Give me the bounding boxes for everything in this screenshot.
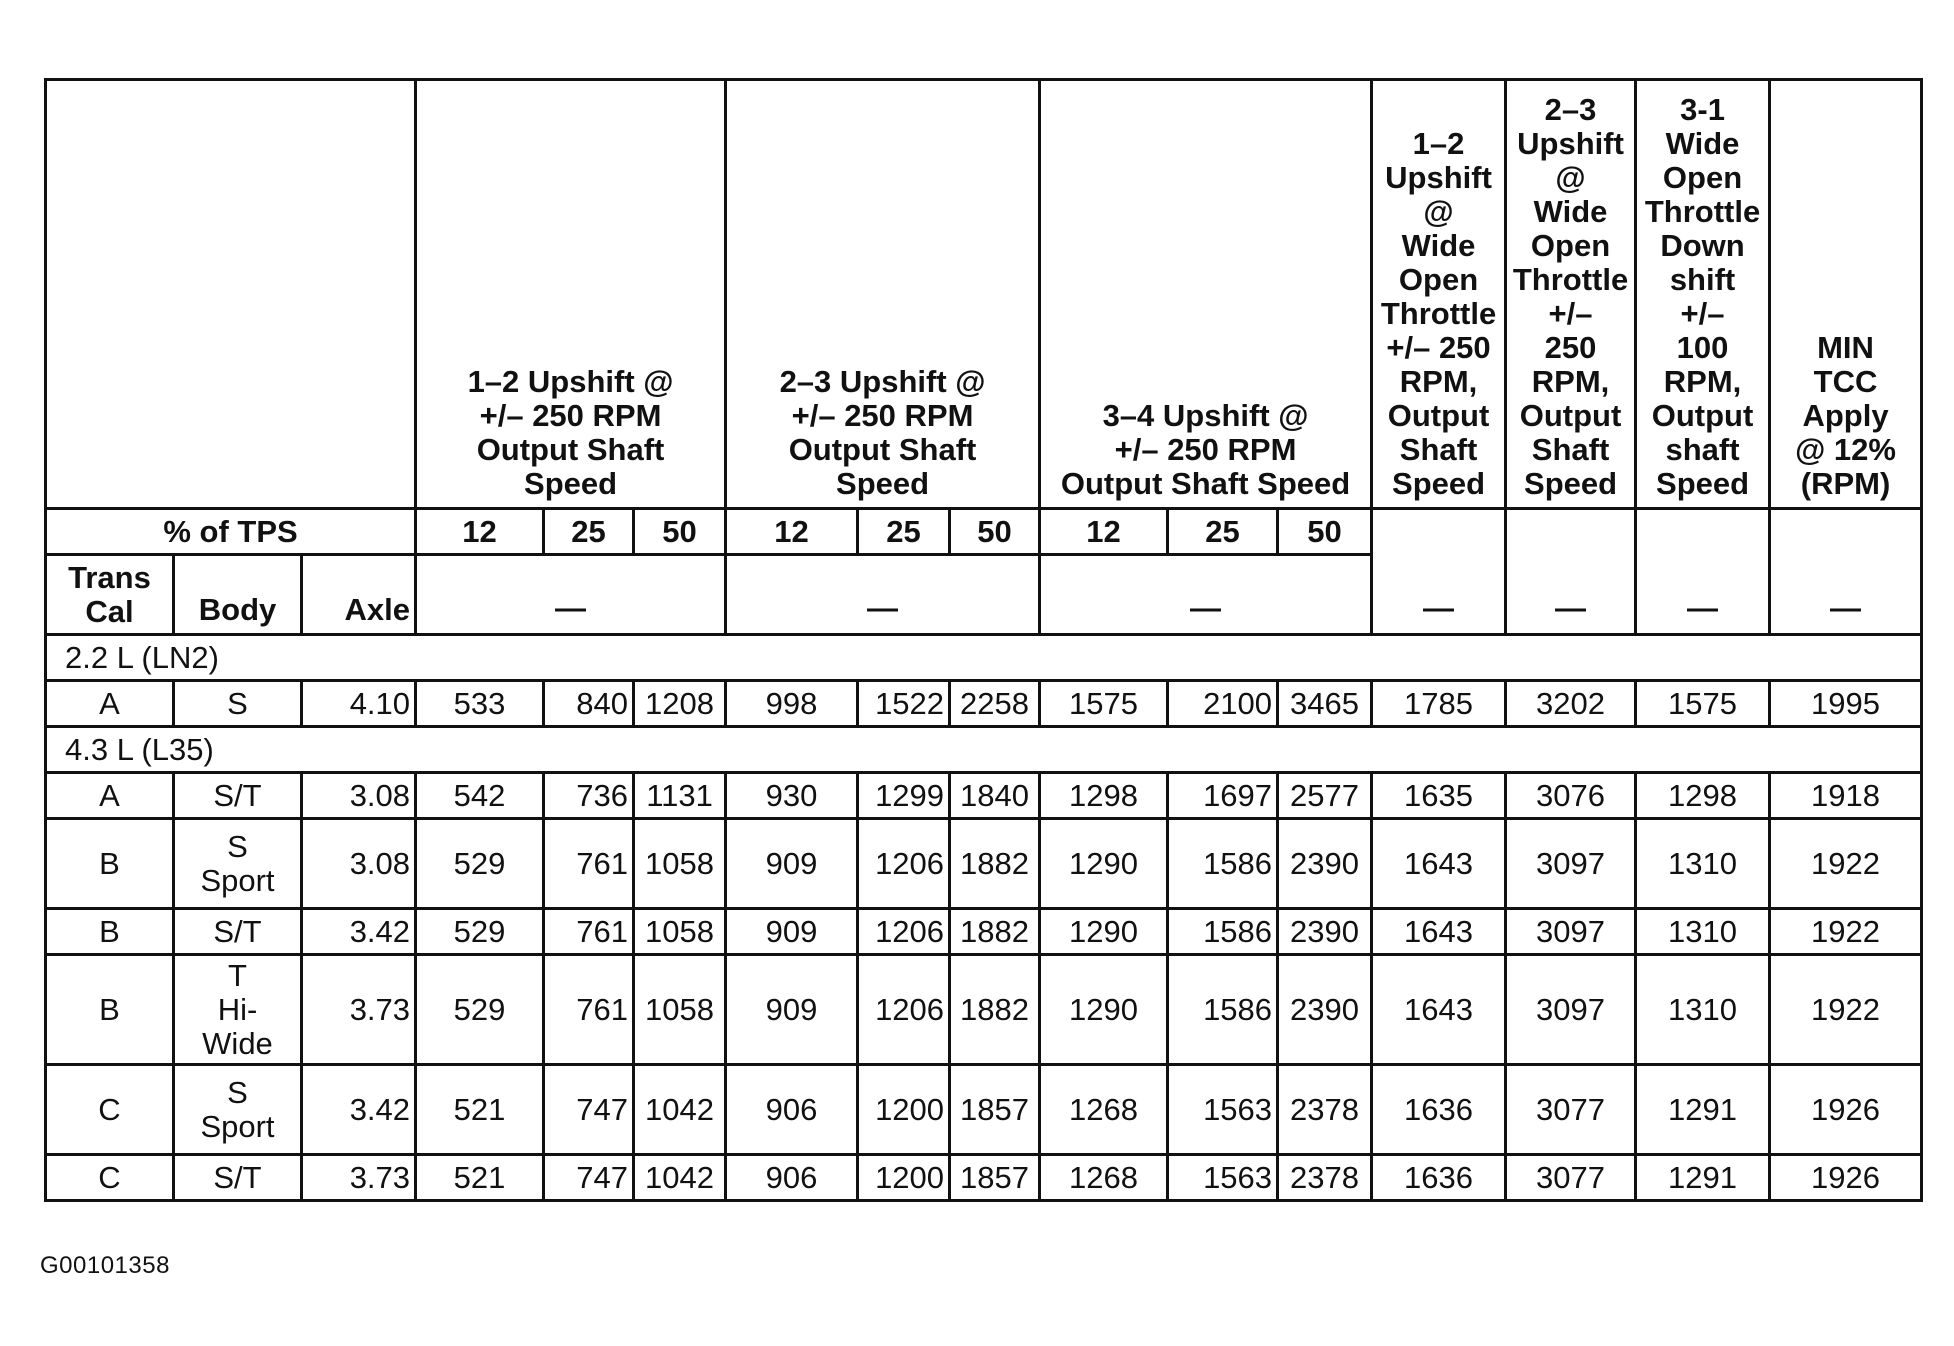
rpm-value-cell: 1200 — [858, 1065, 950, 1155]
text-line: +/– 250 RPM — [1114, 432, 1297, 467]
table-row — [46, 1065, 1922, 1155]
tps-value: 50 — [1278, 509, 1372, 555]
rpm-value-cell: 747 — [544, 1155, 634, 1201]
dash-cell: — — [1636, 509, 1770, 635]
text-line: 2–3 Upshift @ — [779, 364, 986, 399]
rpm-value-cell: 906 — [726, 1155, 858, 1201]
tps-value: 25 — [1168, 509, 1278, 555]
rpm-value-cell: 840 — [544, 681, 634, 727]
table-row — [46, 909, 1922, 955]
dash-cell: — — [1506, 509, 1636, 635]
text-line: Open — [1398, 262, 1479, 297]
rpm-value-cell: 3202 — [1506, 681, 1636, 727]
rpm-value-cell: 2378 — [1278, 1065, 1372, 1155]
rpm-value-cell: 3076 — [1506, 773, 1636, 819]
text-line: Shaft — [1399, 432, 1478, 467]
rpm-value-cell: 533 — [416, 681, 544, 727]
text-line: +/– 250 — [1386, 330, 1491, 365]
rpm-value-cell: 1882 — [950, 955, 1040, 1065]
shift-speed-table — [44, 78, 1923, 1202]
table-row — [46, 1155, 1922, 1201]
rpm-value-cell: 3077 — [1506, 1155, 1636, 1201]
rpm-value-cell: 1042 — [634, 1065, 726, 1155]
axle-cell: 3.08 — [302, 773, 416, 819]
trans-cal-cell: C — [46, 1065, 174, 1155]
text-line: Speed — [1392, 466, 1486, 501]
table-row — [46, 955, 1922, 1065]
text-line: +/– — [1680, 296, 1725, 331]
rpm-value-cell: 1643 — [1372, 955, 1506, 1065]
axle-cell: 4.10 — [302, 681, 416, 727]
rpm-value-cell: 1522 — [858, 681, 950, 727]
text-line: Speed — [524, 466, 618, 501]
rpm-value-cell: 2100 — [1168, 681, 1278, 727]
text-line: RPM, — [1663, 364, 1742, 399]
dash-cell: — — [726, 555, 1040, 635]
text-line: Speed — [1524, 466, 1618, 501]
text-line: 2–3 — [1544, 92, 1597, 127]
text-line: Throttle — [1512, 262, 1629, 297]
rpm-value-cell: 1206 — [858, 909, 950, 955]
rpm-value-cell: 1058 — [634, 909, 726, 955]
rpm-value-cell: 906 — [726, 1065, 858, 1155]
rpm-value-cell: 1918 — [1770, 773, 1922, 819]
text-line: Output — [1387, 398, 1490, 433]
text-line: Hi- — [217, 991, 258, 1027]
engine-label: 2.2 L (LN2) — [46, 635, 1922, 681]
rpm-value-cell: 909 — [726, 909, 858, 955]
trans-cal-cell: B — [46, 955, 174, 1065]
rpm-value-cell: 1058 — [634, 819, 726, 909]
text-line: Shaft — [1531, 432, 1610, 467]
axle-cell: 3.42 — [302, 909, 416, 955]
rpm-value-cell: 1310 — [1636, 819, 1770, 909]
rpm-value-cell: 1840 — [950, 773, 1040, 819]
text-line: Output Shaft — [476, 432, 665, 467]
rpm-value-cell: 1586 — [1168, 819, 1278, 909]
body-cell — [174, 1155, 302, 1201]
rpm-value-cell: 1298 — [1040, 773, 1168, 819]
tps-label: % of TPS — [46, 509, 416, 555]
text-line: Wide — [1665, 126, 1740, 161]
text-line: shaft — [1665, 432, 1740, 467]
text-line: Output — [1519, 398, 1622, 433]
axle-cell: 3.42 — [302, 1065, 416, 1155]
text-line: Throttle — [1380, 296, 1497, 331]
rpm-value-cell: 3077 — [1506, 1065, 1636, 1155]
rpm-value-cell: 761 — [544, 909, 634, 955]
tps-value: 25 — [858, 509, 950, 555]
text-line: Down — [1660, 228, 1745, 263]
rpm-value-cell: 3097 — [1506, 909, 1636, 955]
text-line: Output Shaft Speed — [1060, 466, 1351, 501]
body-cell — [174, 819, 302, 909]
body-cell — [174, 1065, 302, 1155]
dash-cell: — — [1040, 555, 1372, 635]
tps-header-row — [46, 509, 1922, 555]
tps-value: 12 — [1040, 509, 1168, 555]
text-line: S — [227, 1074, 248, 1110]
text-line: Speed — [1656, 466, 1750, 501]
rpm-value-cell: 1299 — [858, 773, 950, 819]
text-line: Output Shaft — [788, 432, 977, 467]
rpm-value-cell: 1290 — [1040, 909, 1168, 955]
rpm-value-cell: 1882 — [950, 819, 1040, 909]
rpm-value-cell: 1635 — [1372, 773, 1506, 819]
rpm-value-cell: 1922 — [1770, 955, 1922, 1065]
rpm-value-cell: 747 — [544, 1065, 634, 1155]
rpm-value-cell: 1208 — [634, 681, 726, 727]
body-header: Body — [174, 555, 302, 635]
text-line: +/– — [1548, 296, 1593, 331]
rpm-value-cell: 1575 — [1040, 681, 1168, 727]
text-line: @ — [1555, 160, 1586, 195]
rpm-value-cell: 998 — [726, 681, 858, 727]
rpm-value-cell: 529 — [416, 819, 544, 909]
rpm-value-cell: 542 — [416, 773, 544, 819]
axle-cell: 3.08 — [302, 819, 416, 909]
rpm-value-cell: 1563 — [1168, 1155, 1278, 1201]
rpm-value-cell: 1575 — [1636, 681, 1770, 727]
figure-id: G00101358 — [40, 1252, 170, 1279]
text-line: Apply — [1802, 398, 1889, 433]
rpm-value-cell: 521 — [416, 1065, 544, 1155]
table-row — [46, 819, 1922, 909]
engine-section-row — [46, 635, 1922, 681]
text-line: @ 12% — [1795, 432, 1896, 467]
tps-value: 50 — [634, 509, 726, 555]
rpm-value-cell: 1636 — [1372, 1155, 1506, 1201]
table-row — [46, 773, 1922, 819]
header-2-3-upshift — [726, 80, 1040, 509]
text-line: Open — [1530, 228, 1611, 263]
header-3-4-upshift — [1040, 80, 1372, 509]
text-line: Sport — [200, 862, 275, 898]
axle-cell: 3.73 — [302, 955, 416, 1065]
text-line: S/T — [213, 777, 262, 813]
text-line: Wide — [1401, 228, 1476, 263]
text-line: Upshift — [1385, 160, 1492, 195]
rpm-value-cell: 1643 — [1372, 909, 1506, 955]
text-line: 1–2 — [1412, 126, 1465, 161]
text-line: @ — [1423, 194, 1454, 229]
rpm-value-cell: 1922 — [1770, 819, 1922, 909]
axle-cell: 3.73 — [302, 1155, 416, 1201]
rpm-value-cell: 930 — [726, 773, 858, 819]
rpm-value-cell: 3097 — [1506, 819, 1636, 909]
rpm-value-cell: 1206 — [858, 955, 950, 1065]
rpm-value-cell: 1586 — [1168, 955, 1278, 1065]
rpm-value-cell: 3465 — [1278, 681, 1372, 727]
rpm-value-cell: 529 — [416, 909, 544, 955]
text-line: S — [227, 685, 248, 721]
engine-section-row — [46, 727, 1922, 773]
rpm-value-cell: 1643 — [1372, 819, 1506, 909]
rpm-value-cell: 1636 — [1372, 1065, 1506, 1155]
body-cell — [174, 773, 302, 819]
rpm-value-cell: 529 — [416, 955, 544, 1065]
axle-header: Axle — [302, 555, 416, 635]
body-cell — [174, 955, 302, 1065]
rpm-value-cell: 1926 — [1770, 1065, 1922, 1155]
trans-cal-cell: C — [46, 1155, 174, 1201]
rpm-value-cell: 1042 — [634, 1155, 726, 1201]
body-cell — [174, 909, 302, 955]
text-line: S/T — [213, 1159, 262, 1195]
text-line: T — [228, 957, 247, 993]
rpm-value-cell: 1268 — [1040, 1065, 1168, 1155]
text-line: shift — [1669, 262, 1736, 297]
rpm-value-cell: 521 — [416, 1155, 544, 1201]
engine-label: 4.3 L (L35) — [46, 727, 1922, 773]
rpm-value-cell: 1291 — [1636, 1155, 1770, 1201]
rpm-value-cell: 1586 — [1168, 909, 1278, 955]
rpm-value-cell: 1995 — [1770, 681, 1922, 727]
rpm-value-cell: 1697 — [1168, 773, 1278, 819]
tps-value: 12 — [726, 509, 858, 555]
rpm-value-cell: 2378 — [1278, 1155, 1372, 1201]
rpm-value-cell: 2390 — [1278, 819, 1372, 909]
text-line: 100 — [1676, 330, 1729, 365]
text-line: Output — [1651, 398, 1754, 433]
text-line: 3–4 Upshift @ — [1102, 398, 1309, 433]
text-line: S/T — [213, 913, 262, 949]
trans-cal-header — [46, 555, 174, 635]
rpm-value-cell: 1563 — [1168, 1065, 1278, 1155]
dash-cell: — — [416, 555, 726, 635]
trans-cal-cell: A — [46, 773, 174, 819]
text-line: TCC — [1813, 364, 1878, 399]
table-row — [46, 681, 1922, 727]
rpm-value-cell: 1857 — [950, 1155, 1040, 1201]
header-wot-3-1-downshift — [1636, 80, 1770, 509]
rpm-value-cell: 1882 — [950, 909, 1040, 955]
rpm-value-cell: 2390 — [1278, 909, 1372, 955]
text-line: RPM, — [1531, 364, 1610, 399]
rpm-value-cell: 761 — [544, 955, 634, 1065]
rpm-value-cell: 1922 — [1770, 909, 1922, 955]
rpm-value-cell: 2258 — [950, 681, 1040, 727]
rpm-value-cell: 909 — [726, 955, 858, 1065]
rpm-value-cell: 3097 — [1506, 955, 1636, 1065]
text-line: Speed — [836, 466, 930, 501]
header-wot-1-2-upshift — [1372, 80, 1506, 509]
text-line: +/– 250 RPM — [791, 398, 974, 433]
body-cell — [174, 681, 302, 727]
text-line: 1–2 Upshift @ — [467, 364, 674, 399]
rpm-value-cell: 1206 — [858, 819, 950, 909]
trans-cal-cell: B — [46, 819, 174, 909]
header-blank-cell — [46, 80, 416, 509]
rpm-value-cell: 761 — [544, 819, 634, 909]
dash-cell: — — [1770, 509, 1922, 635]
rpm-value-cell: 1058 — [634, 955, 726, 1065]
rpm-value-cell: 1785 — [1372, 681, 1506, 727]
text-line: 3-1 — [1680, 92, 1725, 127]
tps-value: 25 — [544, 509, 634, 555]
text-line: Sport — [200, 1108, 275, 1144]
rpm-value-cell: 2577 — [1278, 773, 1372, 819]
text-line: Throttle — [1644, 194, 1761, 229]
header-wot-2-3-upshift — [1506, 80, 1636, 509]
rpm-value-cell: 909 — [726, 819, 858, 909]
text-line: Cal — [85, 593, 134, 629]
text-line: S — [227, 828, 248, 864]
rpm-value-cell: 1131 — [634, 773, 726, 819]
text-line: MIN — [1817, 330, 1874, 365]
text-line: Open — [1662, 160, 1743, 195]
text-line: +/– 250 RPM — [479, 398, 662, 433]
rpm-value-cell: 1857 — [950, 1065, 1040, 1155]
rpm-value-cell: 1298 — [1636, 773, 1770, 819]
text-line: (RPM) — [1800, 466, 1891, 501]
trans-cal-cell: B — [46, 909, 174, 955]
text-line: RPM, — [1399, 364, 1478, 399]
rpm-value-cell: 1310 — [1636, 955, 1770, 1065]
rpm-value-cell: 1926 — [1770, 1155, 1922, 1201]
rpm-value-cell: 1290 — [1040, 819, 1168, 909]
tps-value: 50 — [950, 509, 1040, 555]
rpm-value-cell: 1200 — [858, 1155, 950, 1201]
tps-value: 12 — [416, 509, 544, 555]
text-line: Wide — [1533, 194, 1608, 229]
dash-cell: — — [1372, 509, 1506, 635]
header-1-2-upshift — [416, 80, 726, 509]
rpm-value-cell: 736 — [544, 773, 634, 819]
text-line: Trans — [68, 559, 151, 595]
rpm-value-cell: 1291 — [1636, 1065, 1770, 1155]
text-line: Upshift — [1517, 126, 1624, 161]
rpm-value-cell: 2390 — [1278, 955, 1372, 1065]
trans-cal-cell: A — [46, 681, 174, 727]
header-min-tcc-apply — [1770, 80, 1922, 509]
rpm-value-cell: 1310 — [1636, 909, 1770, 955]
text-line: Wide — [202, 1025, 273, 1061]
rpm-value-cell: 1290 — [1040, 955, 1168, 1065]
text-line: 250 — [1544, 330, 1597, 365]
rpm-value-cell: 1268 — [1040, 1155, 1168, 1201]
